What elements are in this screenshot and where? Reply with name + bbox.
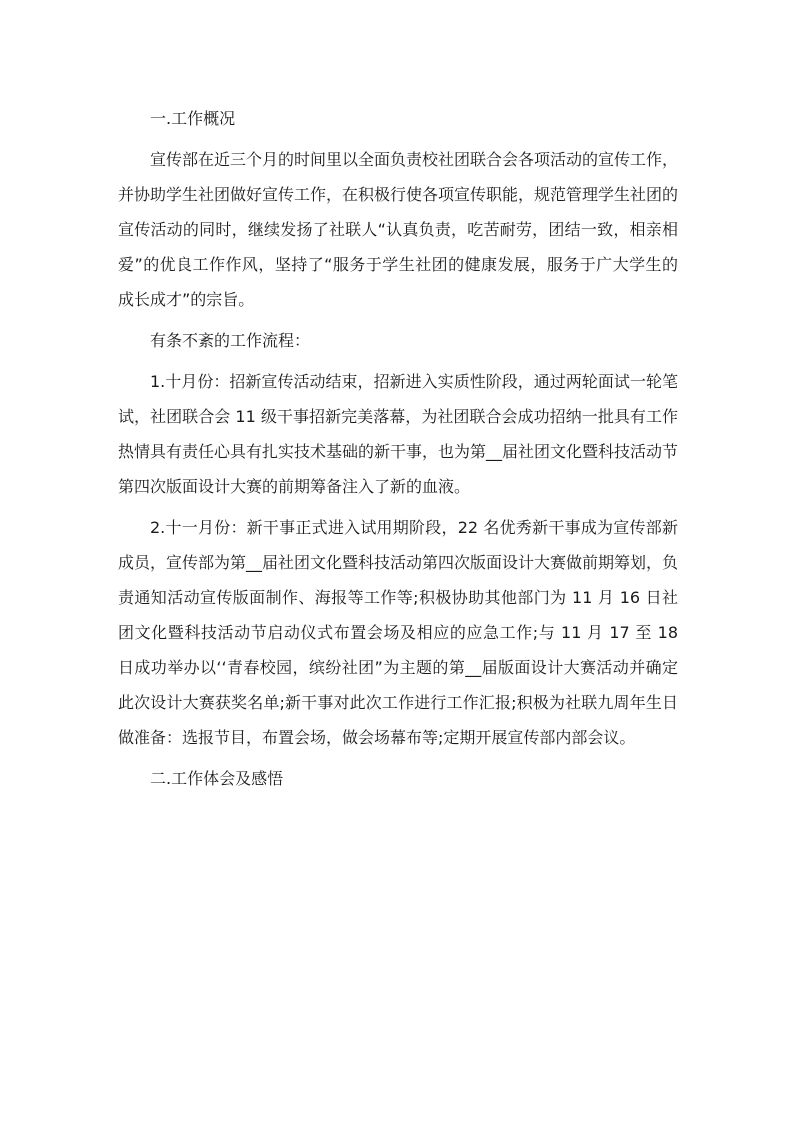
- document-body: [118, 101, 678, 802]
- paragraph-intro: 宣传部在近三个月的时间里以全面负责校社团联合会各项活动的宣传工作，并协助学生社团做好宣传工作，在积极行使各项宣传职能，规范管理学生社团的宣传活动的同时，继续发扬了社联人“认真负责，吃苦耐劳，团结一致，相亲相爱”的优良工作作风，坚持了“服务于学生社团的健康发展，服务于广大学生的成长成才”的宗旨。: [118, 150, 679, 309]
- section-heading-reflections: 二.工作体会及感悟: [150, 769, 284, 788]
- paragraph-october: 1.十月份：招新宣传活动结束，招新进入实质性阶段，通过两轮面试一轮笔试，社团联合会 11 级干事招新完美落幕，为社团联合会成功招纳一批具有工作热情具有责任心具有扎实技术基础的新干事，也为第__届社团文化暨科技活动节第四次版面设计大赛的前期筹备注入了新的血液。: [118, 372, 679, 496]
- section-heading-overview: 一.工作概况: [150, 109, 236, 128]
- paragraph-november: 2.十一月份：新干事正式进入试用期阶段，22 名优秀新干事成为宣传部新成员，宣传部为第__届社团文化暨科技活动第四次版面设计大赛做前期筹划，负责通知活动宣传版面制作、海报等工作等;积极协助其他部门为 11 月 16 日社团文化暨科技活动节启动仪式布置会场及相应的应急工作;与 11 月 17 至 18 日成功举办以‘‘青春校园，缤纷社团”为主题的第__届版面设计大赛活动并确定此次设计大赛获奖名单;新干事对此次工作进行工作汇报;积极为社联九周年生日做准备：选报节目，布置会场，做会场幕布等;定期开展宣传部内部会议。: [118, 518, 679, 747]
- paragraph-workflow-title: 有条不紊的工作流程：: [150, 331, 311, 350]
